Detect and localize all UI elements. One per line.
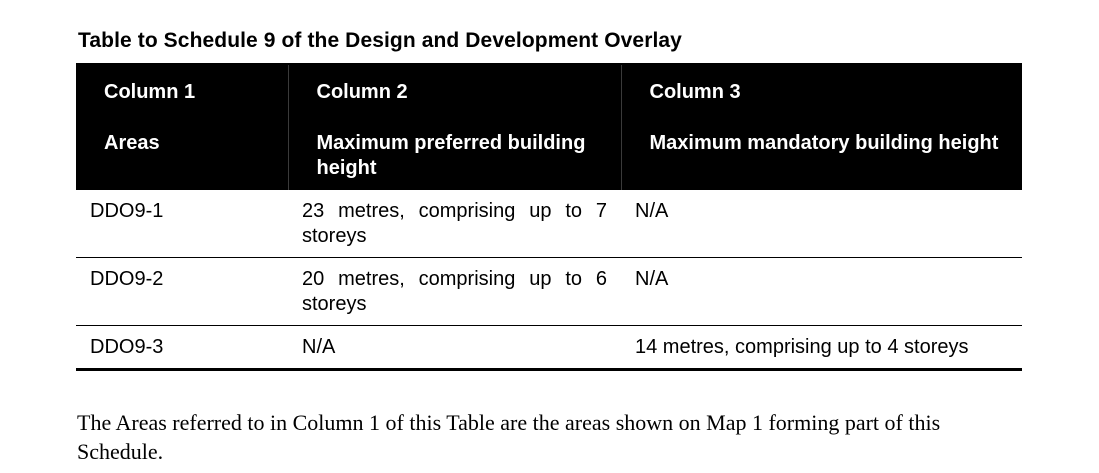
preferred-height-cell: N/A [288,326,621,370]
column-3-heading: Column 3 [649,81,741,103]
preferred-height-cell: 23 metres, comprising up to 7 storeys [288,190,621,258]
table-title: Table to Schedule 9 of the Design and Development Overlay [78,29,682,52]
table-row [76,190,1022,258]
table-header [76,64,1022,190]
column-1-description: Areas [104,132,160,154]
table-footnote: The Areas referred to in Column 1 of this Table are the areas shown on Map 1 forming part of this Schedule. [77,410,941,464]
table-row [76,258,1022,326]
column-3-header [621,64,1022,190]
column-1-heading: Column 1 [104,81,196,103]
height-schedule-table [76,63,1022,371]
mandatory-height-cell: N/A [621,190,1022,258]
column-2-heading: Column 2 [316,81,408,103]
column-3-description: Maximum mandatory building height [649,132,999,154]
column-2-header [288,64,621,190]
table-body [76,190,1022,370]
header-row [76,64,1022,190]
area-cell: DDO9-2 [76,258,288,326]
mandatory-height-cell: 14 metres, comprising up to 4 storeys [621,326,1022,370]
preferred-height-cell: 20 metres, comprising up to 6 storeys [288,258,621,326]
table-row [76,326,1022,370]
area-cell: DDO9-1 [76,190,288,258]
area-cell: DDO9-3 [76,326,288,370]
column-2-description: Maximum preferred building height [316,132,586,179]
column-1-header [76,64,288,190]
mandatory-height-cell: N/A [621,258,1022,326]
